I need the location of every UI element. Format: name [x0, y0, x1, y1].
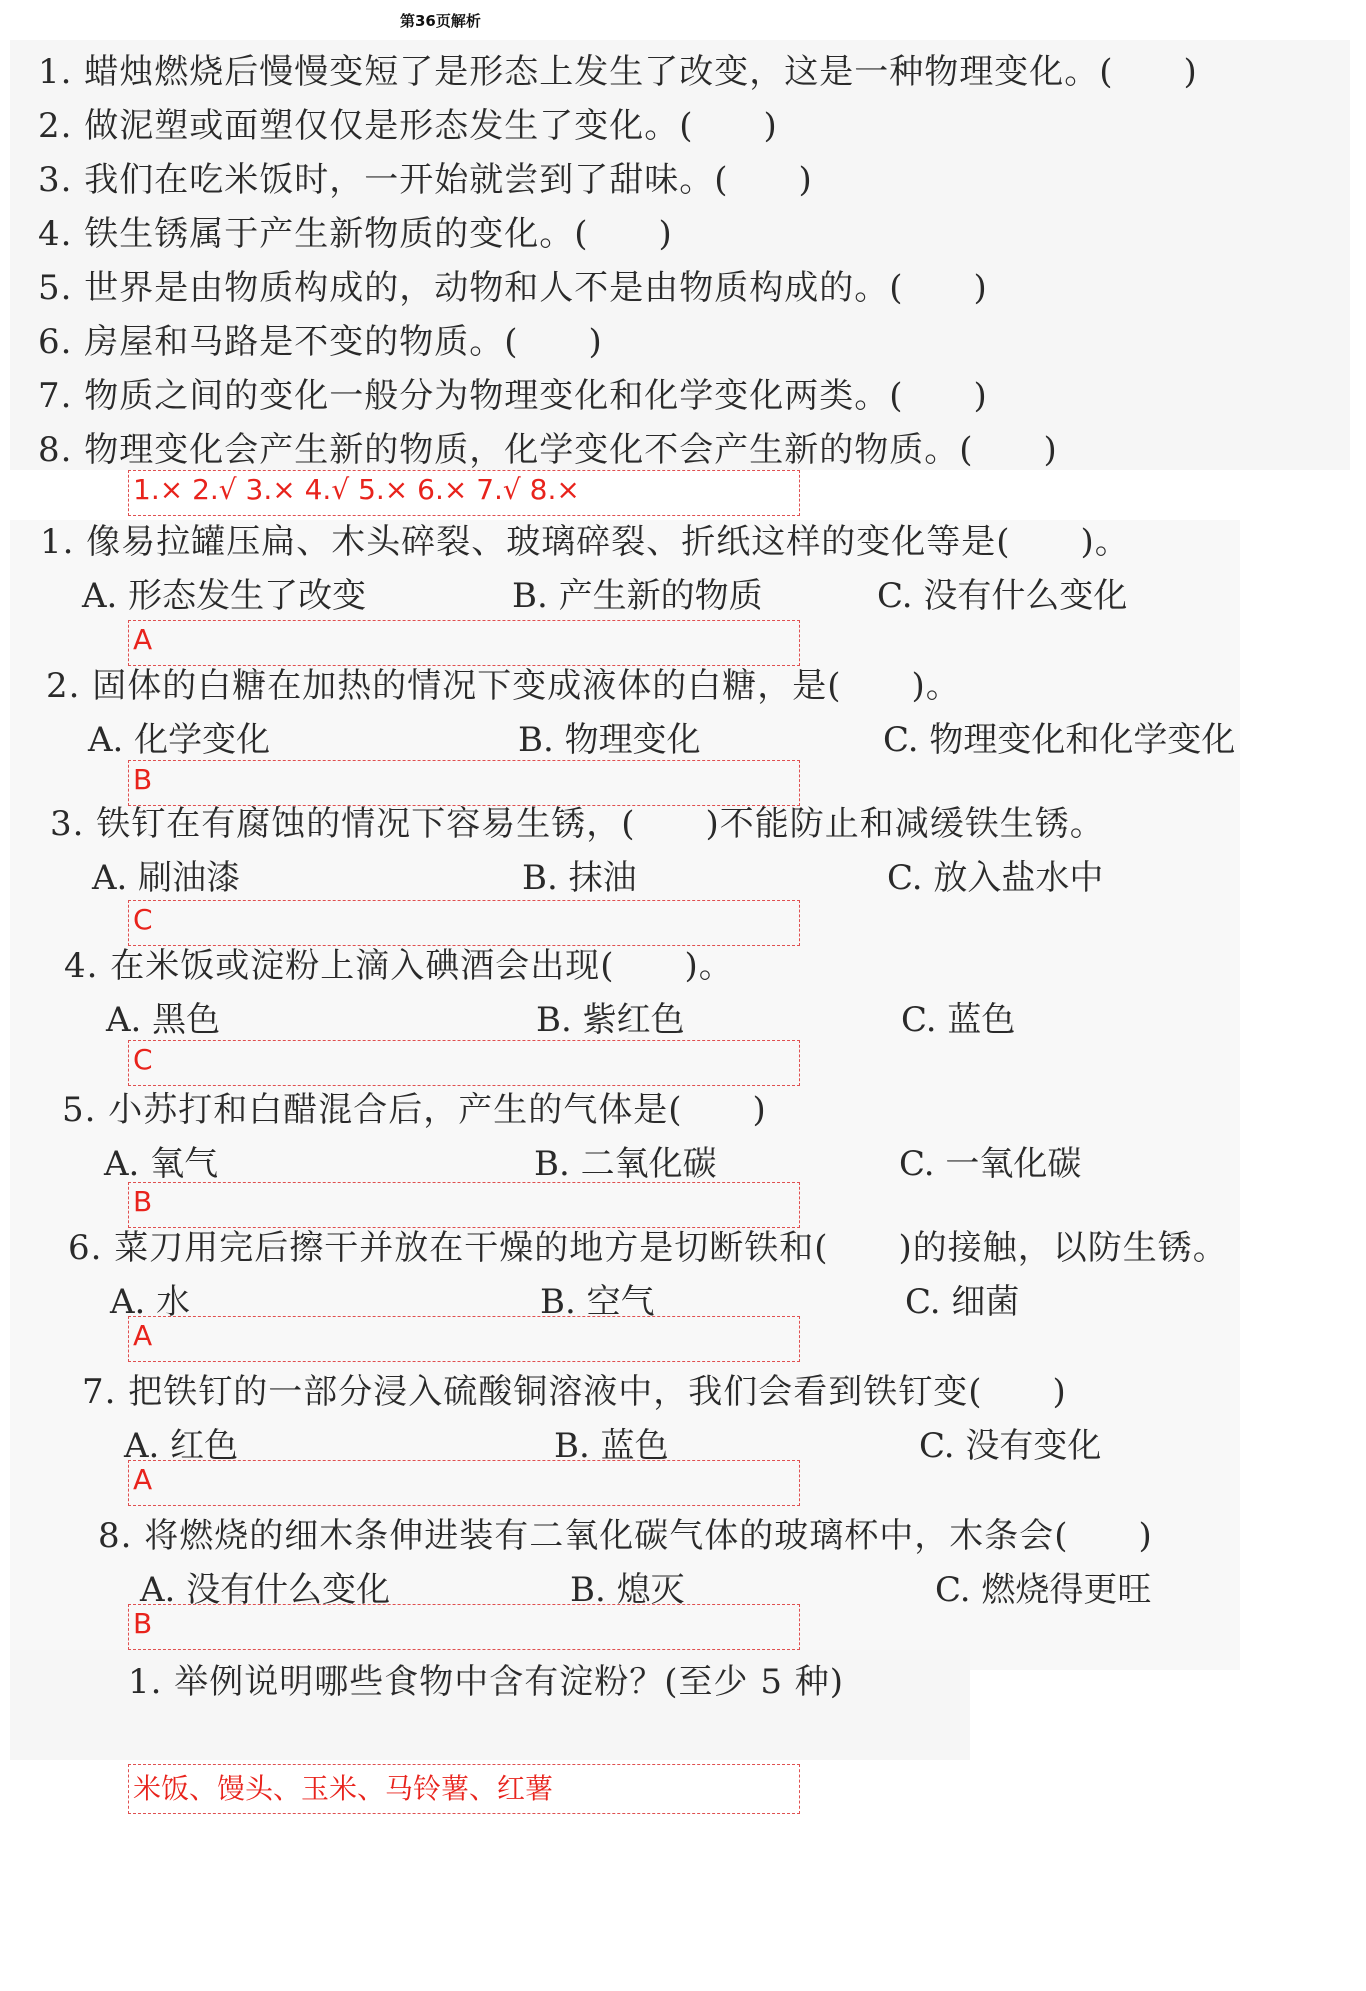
judgment-question: 6. 房屋和马路是不变的物质。( ) [38, 322, 603, 362]
option-a: A. 红色 [124, 1426, 239, 1466]
option-a: A. 氧气 [104, 1144, 219, 1184]
choice-answer-box: B [128, 1604, 800, 1650]
choice-answer-box: A [128, 1460, 800, 1506]
choice-answer-box: C [128, 900, 800, 946]
judgment-question: 2. 做泥塑或面塑仅仅是形态发生了变化。( ) [38, 106, 778, 146]
option-b: B. 空气 [540, 1282, 655, 1322]
judgment-question: 3. 我们在吃米饭时，一开始就尝到了甜味。( ) [38, 160, 813, 200]
choice-question: 8. 将燃烧的细木条伸进装有二氧化碳气体的玻璃杯中，木条会( ) [98, 1516, 1153, 1556]
choice-question: 5. 小苏打和白醋混合后，产生的气体是( ) [62, 1090, 767, 1130]
option-c: C. 蓝色 [901, 1000, 1016, 1040]
short-answer-box: 米饭、馒头、玉米、马铃薯、红薯 [128, 1764, 800, 1814]
option-c: C. 没有什么变化 [877, 576, 1128, 616]
judgment-question: 7. 物质之间的变化一般分为物理变化和化学变化两类。( ) [38, 376, 988, 416]
judgment-question: 5. 世界是由物质构成的，动物和人不是由物质构成的。( ) [38, 268, 988, 308]
option-b: B. 紫红色 [536, 1000, 685, 1040]
option-a: A. 形态发生了改变 [82, 576, 367, 616]
choice-question: 6. 菜刀用完后擦干并放在干燥的地方是切断铁和( )的接触，以防生锈。 [68, 1228, 1228, 1268]
choice-answer-box: B [128, 1182, 800, 1228]
choice-question: 1. 像易拉罐压扁、木头碎裂、玻璃碎裂、折纸这样的变化等是( )。 [40, 522, 1130, 562]
choice-question: 4. 在米饭或淀粉上滴入碘酒会出现( )。 [64, 946, 734, 986]
option-a: A. 化学变化 [88, 720, 271, 760]
judgment-question: 1. 蜡烛燃烧后慢慢变短了是形态上发生了改变，这是一种物理变化。( ) [38, 52, 1198, 92]
option-c: C. 燃烧得更旺 [935, 1570, 1152, 1610]
option-c: C. 细菌 [905, 1282, 1020, 1322]
option-b: B. 物理变化 [518, 720, 701, 760]
option-b: B. 熄灭 [570, 1570, 685, 1610]
choice-answer-box: A [128, 620, 800, 666]
option-b: B. 抹油 [522, 858, 637, 898]
choice-answer-box: A [128, 1316, 800, 1362]
option-c: C. 没有变化 [919, 1426, 1102, 1466]
page-title: 第36页解析 [400, 12, 481, 30]
option-b: B. 蓝色 [554, 1426, 669, 1466]
choice-answer-box: C [128, 1040, 800, 1086]
option-c: C. 一氧化碳 [899, 1144, 1082, 1184]
judgment-answer-box: 1.× 2.√ 3.× 4.√ 5.× 6.× 7.√ 8.× [128, 470, 800, 516]
option-b: B. 产生新的物质 [512, 576, 763, 616]
option-b: B. 二氧化碳 [534, 1144, 717, 1184]
choice-question: 7. 把铁钉的一部分浸入硫酸铜溶液中，我们会看到铁钉变( ) [82, 1372, 1067, 1412]
option-a: A. 刷油漆 [92, 858, 241, 898]
option-c: C. 物理变化和化学变化 [883, 720, 1236, 760]
choice-answer-box: B [128, 760, 800, 806]
choice-question: 2. 固体的白糖在加热的情况下变成液体的白糖，是( )。 [46, 666, 961, 706]
option-a: A. 水 [110, 1282, 191, 1322]
option-c: C. 放入盐水中 [887, 858, 1104, 898]
option-a: A. 没有什么变化 [140, 1570, 391, 1610]
option-a: A. 黑色 [106, 1000, 221, 1040]
short-answer-question: 1. 举例说明哪些食物中含有淀粉？(至少 5 种) [128, 1662, 845, 1702]
judgment-question: 4. 铁生锈属于产生新物质的变化。( ) [38, 214, 673, 254]
judgment-question: 8. 物理变化会产生新的物质，化学变化不会产生新的物质。( ) [38, 430, 1058, 470]
choice-question: 3. 铁钉在有腐蚀的情况下容易生锈，( )不能防止和减缓铁生锈。 [50, 804, 1105, 844]
